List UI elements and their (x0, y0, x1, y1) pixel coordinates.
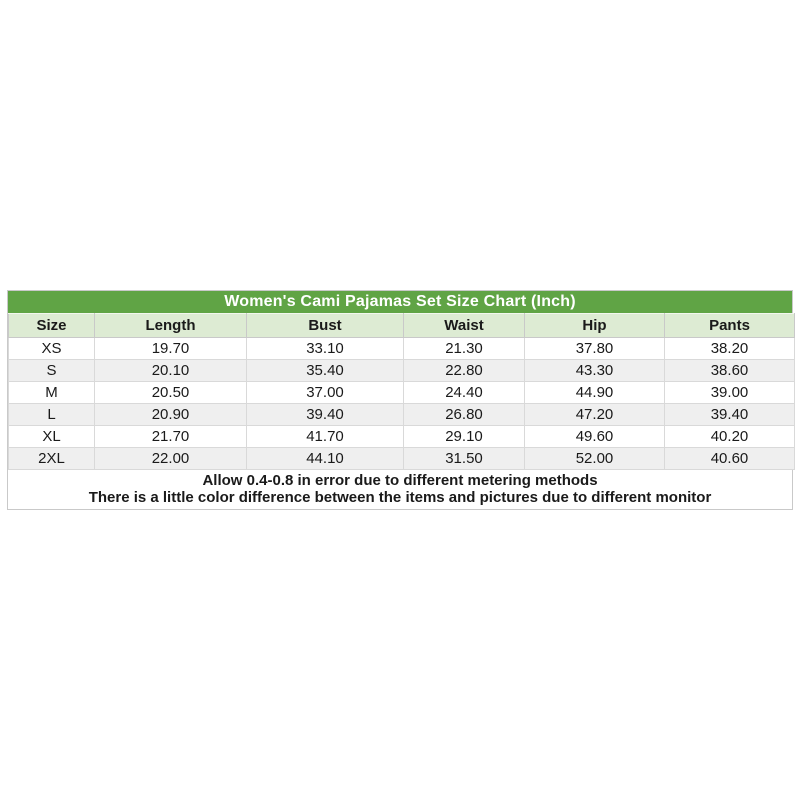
table-cell: 49.60 (525, 426, 665, 448)
table-cell: S (9, 360, 95, 382)
table-cell: XS (9, 338, 95, 360)
table-cell: 39.40 (247, 404, 404, 426)
table-cell: 19.70 (95, 338, 247, 360)
table-cell: 22.80 (404, 360, 525, 382)
table-cell: 38.20 (665, 338, 795, 360)
table-cell: 44.10 (247, 448, 404, 470)
size-chart-grid (8, 313, 795, 470)
table-row-m (9, 382, 795, 404)
table-cell: 21.70 (95, 426, 247, 448)
table-cell: 29.10 (404, 426, 525, 448)
column-header-size: Size (9, 314, 95, 338)
header-row (9, 314, 795, 338)
table-cell: 39.00 (665, 382, 795, 404)
table-cell: 20.90 (95, 404, 247, 426)
note-line-color-difference: There is a little color difference between the items and pictures due to different monitor (88, 489, 712, 506)
table-row-l (9, 404, 795, 426)
table-row-2xl (9, 448, 795, 470)
table-cell: 31.50 (404, 448, 525, 470)
table-cell: XL (9, 426, 95, 448)
table-cell: 41.70 (247, 426, 404, 448)
table-cell: 24.40 (404, 382, 525, 404)
table-cell: 37.00 (247, 382, 404, 404)
table-cell: 2XL (9, 448, 95, 470)
table-cell: 39.40 (665, 404, 795, 426)
table-cell: 38.60 (665, 360, 795, 382)
column-header-length: Length (95, 314, 247, 338)
table-row-s (9, 360, 795, 382)
column-header-waist: Waist (404, 314, 525, 338)
note-line-error-tolerance: Allow 0.4-0.8 in error due to different metering methods (202, 472, 598, 489)
size-chart-title: Women's Cami Pajamas Set Size Chart (Inch) (8, 291, 792, 313)
column-header-hip: Hip (525, 314, 665, 338)
table-cell: 35.40 (247, 360, 404, 382)
table-cell: 20.10 (95, 360, 247, 382)
table-row-xs (9, 338, 795, 360)
footnotes (8, 470, 792, 509)
table-cell: 22.00 (95, 448, 247, 470)
table-cell: 52.00 (525, 448, 665, 470)
table-cell: M (9, 382, 95, 404)
table-cell: L (9, 404, 95, 426)
table-cell: 40.20 (665, 426, 795, 448)
table-cell: 44.90 (525, 382, 665, 404)
size-chart-table (7, 290, 793, 510)
table-row-xl (9, 426, 795, 448)
table-cell: 47.20 (525, 404, 665, 426)
table-cell: 33.10 (247, 338, 404, 360)
table-cell: 43.30 (525, 360, 665, 382)
column-header-pants: Pants (665, 314, 795, 338)
column-header-bust: Bust (247, 314, 404, 338)
table-cell: 21.30 (404, 338, 525, 360)
table-cell: 40.60 (665, 448, 795, 470)
table-cell: 20.50 (95, 382, 247, 404)
table-cell: 26.80 (404, 404, 525, 426)
table-cell: 37.80 (525, 338, 665, 360)
